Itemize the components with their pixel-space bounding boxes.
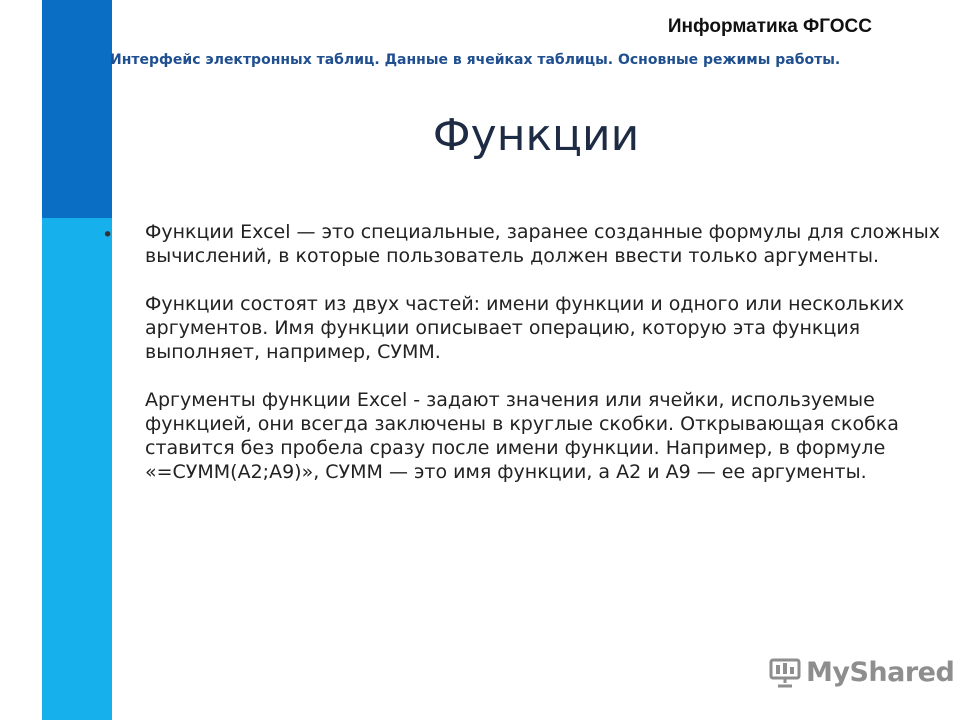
watermark-text: MyShared: [806, 656, 955, 688]
side-bar-light: [42, 218, 112, 720]
paragraph-structure: Функции состоят из двух частей: имени функции и одного или нескольких аргументов. Имя функции описывает операцию, которую эта функция выполняет, например, СУММ.: [145, 293, 905, 363]
brand-label: Информатика ФГОСС: [667, 16, 872, 37]
slide-body: [145, 220, 945, 508]
paragraph-definition: Функции Excel — это специальные, заранее созданные формулы для сложных вычислений, в которые пользователь должен ввести только аргументы.: [145, 221, 941, 267]
presentation-screen-icon: [768, 655, 802, 689]
watermark-logo[interactable]: [768, 655, 954, 689]
slide-subtitle: Интерфейс электронных таблиц. Данные в ячейках таблицы. Основные режимы работы.: [110, 52, 841, 68]
paragraph-arguments: Аргументы функции Excel - задают значения или ячейки, используемые функцией, они всегда заключены в круглые скобки. Открывающая скобка ставится без пробела сразу после имени функции. Например, в формуле «=СУММ(А2;А9)», СУММ — это имя функции, а А2 и А9 — ее аргументы.: [145, 389, 899, 483]
side-bar-dark: [42, 0, 112, 218]
slide-title: Функции: [432, 110, 640, 161]
bullet-marker: •: [102, 224, 114, 246]
